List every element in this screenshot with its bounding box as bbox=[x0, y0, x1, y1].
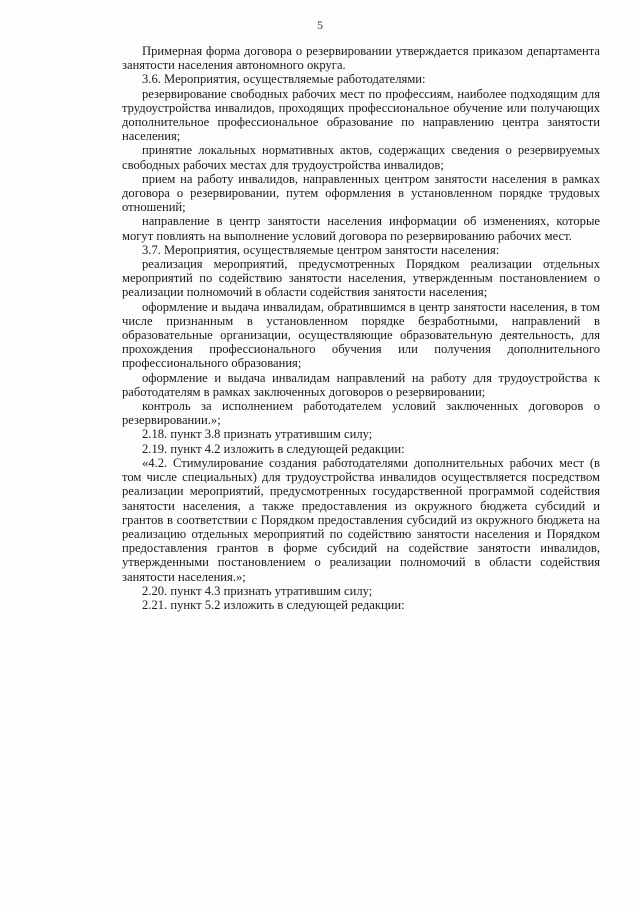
paragraph: реализация мероприятий, предусмотренных Порядком реализации отдельных мероприятий по содействию занятости населения, утвержденным постановлением о реализации полномочий в области содействия занятости населения; bbox=[122, 257, 600, 300]
section-heading: 3.7. Мероприятия, осуществляемые центром занятости населения: bbox=[142, 242, 500, 257]
paragraph: оформление и выдача инвалидам направлений на работу для трудоустройства к работодателям в рамках заключенных договоров о резервировании; bbox=[122, 370, 600, 399]
paragraph: Примерная форма договора о резервировании утверждается приказом департамента занятости населения автономного округа. bbox=[122, 44, 600, 73]
paragraph: резервирование свободных рабочих мест по профессиям, наиболее подходящим для трудоустройства инвалидов, проходящих профессиональное обучение или получающих дополнительное профессиональное образование по направлению центра занятости населения; bbox=[122, 86, 600, 144]
paragraph: оформление и выдача инвалидам, обратившимся в центр занятости населения, в том числе признанным в установленном порядке безработными, направлений в образовательные организации, осуществляющие образовательную деятельность, для прохождения профессионального обучения или получения дополнительного профессионального образования; bbox=[122, 299, 600, 371]
paragraph: контроль за исполнением работодателем условий заключенных договоров о резервировании.»; bbox=[122, 399, 600, 428]
document-body bbox=[122, 44, 600, 612]
paragraph: прием на работу инвалидов, направленных центром занятости населения в рамках договора о резервировании, путем оформления в установленном порядке трудовых отношений; bbox=[122, 171, 600, 215]
quoted-paragraph: «4.2. Стимулирование создания работодателями дополнительных рабочих мест (в том числе специальных) для трудоустройства инвалидов осуществляется посредством реализации мероприятий, предусмотренных государственной программой содействия занятости населения, а также предоставления из окружного бюджета субсидий и грантов в соответствии с Порядком предоставления субсидий из окружного бюджета на реализацию отдельных мероприятий по содействию занятости населения и Порядком предоставления грантов в форме субсидий на содействие занятости инвалидов, утвержденными постановлением о реализации полномочий в области содействия занятости населения.»; bbox=[122, 455, 600, 584]
paragraph: направление в центр занятости населения информации об изменениях, которые могут повлиять на выполнение условий договора по резервированию рабочих мест. bbox=[122, 214, 600, 243]
paragraph: принятие локальных нормативных актов, содержащих сведения о резервируемых свободных рабочих местах для трудоустройства инвалидов; bbox=[122, 143, 600, 172]
amendment-item: 2.19. пункт 4.2 изложить в следующей редакции: bbox=[142, 441, 405, 456]
amendment-item: 2.21. пункт 5.2 изложить в следующей редакции: bbox=[142, 597, 405, 612]
amendment-item: 2.20. пункт 4.3 признать утратившим силу; bbox=[142, 583, 373, 598]
section-heading: 3.6. Мероприятия, осуществляемые работодателями: bbox=[142, 72, 426, 87]
amendment-item: 2.18. пункт 3.8 признать утратившим силу; bbox=[142, 427, 373, 442]
page-number: 5 bbox=[317, 18, 323, 32]
